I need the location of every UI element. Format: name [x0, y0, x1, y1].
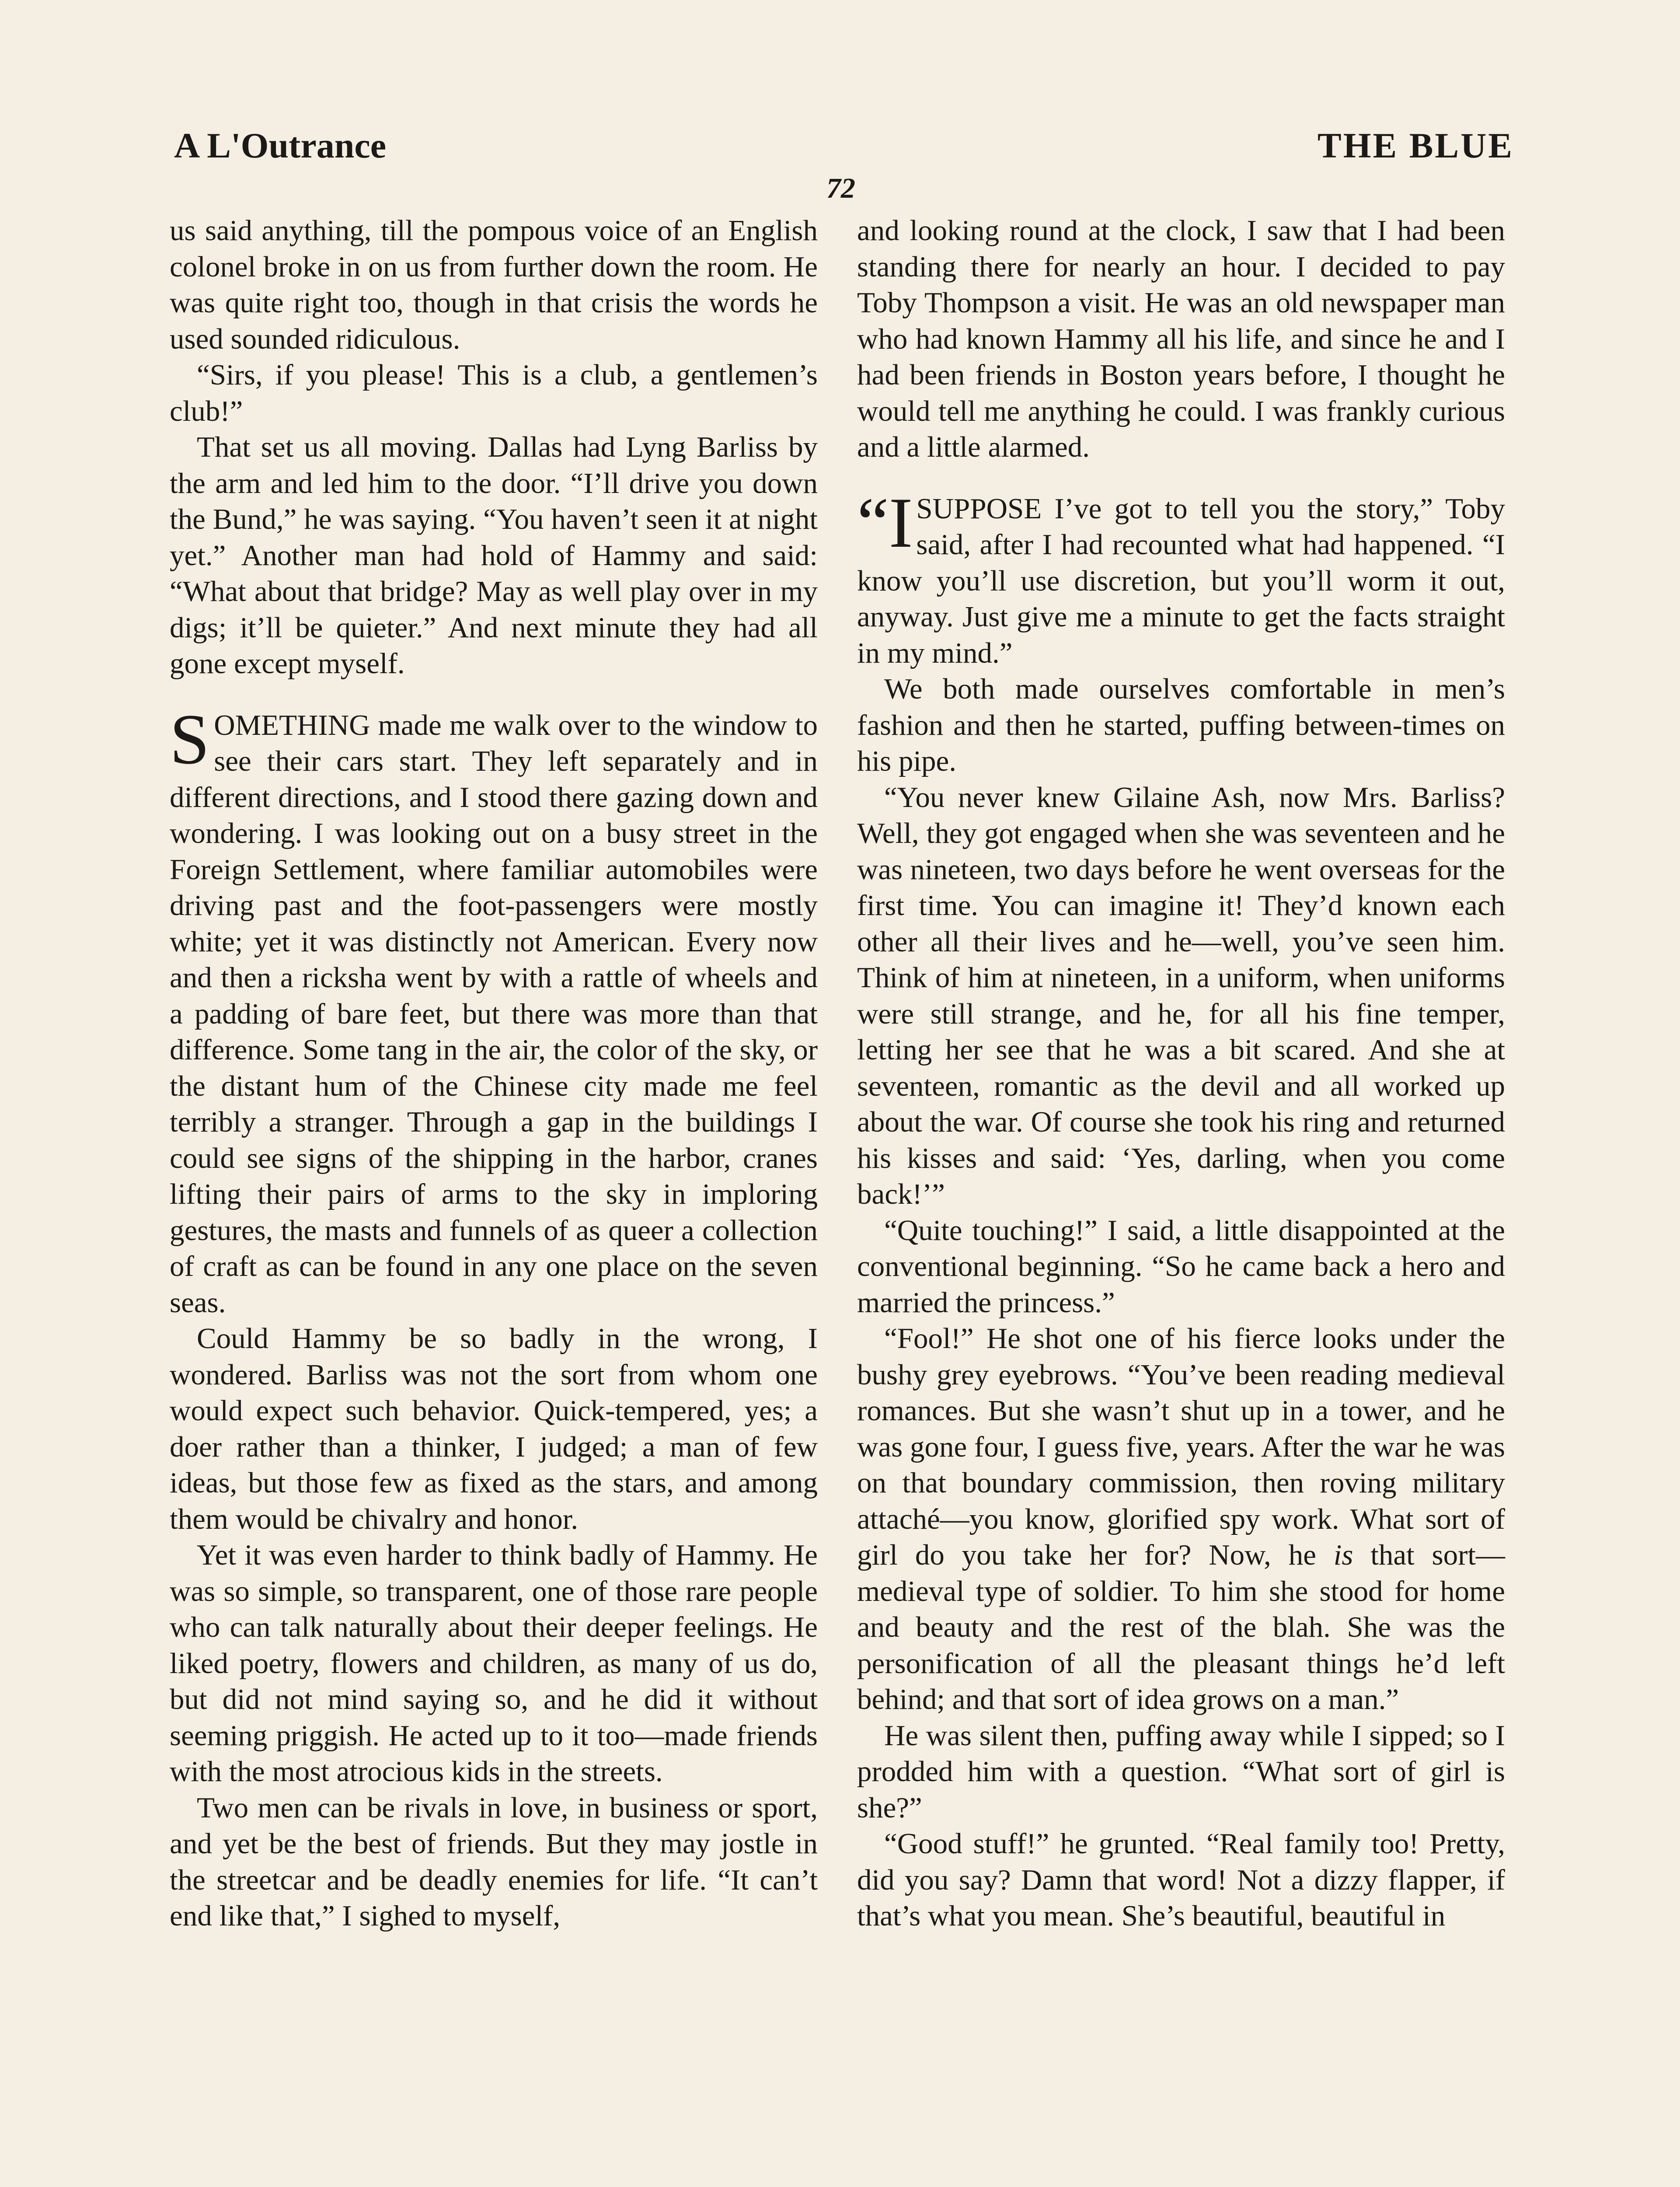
paragraph-text: made me walk over to the window to see their cars start. They left separately and in different directions, and I stood there gazing down and wondering. I was looking out on a busy street in the Foreign Settlement, where familiar automobiles were driving past and the foot-passengers were mostly white; yet it was distinctly not American. Every now and then a ricksha went by with a rattle of wheels and a padding of bare feet, but there was more than that difference. Some tang in the air, the color of the sky, or the distant hum of the Chinese city made me feel terribly a stranger. Through a gap in the buildings I could see signs of the shipping in the harbor, cranes lifting their pairs of arms to the sky in imploring gestures, the masts and funnels of as queer a collection of craft as can be found in any one place on the seven seas. [170, 709, 818, 1319]
paragraph: us said anything, till the pompous voice of an English colonel broke in on us from further down the room. He was quite right too, though in that crisis the words he used sounded ridiculous. [170, 214, 818, 355]
drop-cap: S [170, 699, 210, 779]
small-caps-lead: SUPPOSE [916, 492, 1042, 525]
paragraph: “Good stuff!” he grunted. “Real family too! Pretty, did you say? Damn that word! Not a dizzy flapper, if that’s what you mean. She’s beautiful, beautiful in [857, 1827, 1505, 1932]
small-caps-lead: OMETHING [214, 709, 370, 741]
left-column [170, 213, 818, 1934]
paragraph-text: I’ve got to tell you the story,” Toby said, after I had recounted what had happened. “I know you’ll use discretion, but you’ll worm it out, anyway. Just give me a minute to get the facts straight in my mind.” [857, 492, 1505, 669]
paragraph: Two men can be rivals in love, in business or sport, and yet be the best of friends. But they may jostle in the streetcar and be deadly enemies for life. “It can’t end like that,” I sighed to myself, [170, 1791, 818, 1932]
paragraph-text: that sort—medieval type of soldier. To him she stood for home and beauty and the rest of the blah. She was the personification of all the pleasant things he’d left behind; and that sort of idea grows on a man.” [857, 1539, 1505, 1715]
paragraph: Yet it was even harder to think badly of Hammy. He was so simple, so transparent, one of those rare people who can talk naturally about their deeper feelings. He liked poetry, flowers and children, as many of us do, but did not mind saying so, and he did it without seeming priggish. He acted up to it too—made friends with the most atrocious kids in the streets. [170, 1539, 818, 1788]
right-column [857, 213, 1505, 1934]
paragraph: “Sirs, if you please! This is a club, a gentlemen’s club!” [170, 359, 818, 427]
paragraph: “Quite touching!” I said, a little disappointed at the conventional beginning. “So he came back a hero and married the princess.” [857, 1214, 1505, 1319]
section-opening-paragraph [170, 699, 818, 1321]
magazine-name: THE BLUE [1318, 126, 1514, 165]
section-opening-paragraph [857, 483, 1505, 671]
paragraph-text: “Fool!” He shot one of his fierce looks under the bushy grey eyebrows. “You’ve been reading medieval romances. But she wasn’t shut up in a tower, and he was gone four, I guess five, years. After the war he was on that boundary commission, then roving military attaché—you know, glorified spy work. What sort of girl do you take her for? Now, he [857, 1322, 1505, 1571]
italic-word: is [1333, 1539, 1353, 1571]
drop-cap: “I [857, 483, 913, 562]
paragraph: and looking round at the clock, I saw that I had been standing there for nearly an hour. I decided to pay Toby Thompson a visit. He was an old newspaper man who had known Hammy all his life, and since he and I had been friends in Boston years before, I thought he would tell me anything he could. I was frankly curious and a little alarmed. [857, 214, 1505, 463]
paragraph: We both made ourselves comfortable in men’s fashion and then he started, puffing between-times on his pipe. [857, 673, 1505, 777]
page-number: 72 [826, 172, 855, 204]
story-title: A L'Outrance [174, 126, 387, 165]
paragraph: “You never knew Gilaine Ash, now Mrs. Barliss? Well, they got engaged when she was seventeen and he was nineteen, two days before he went overseas for the first time. You can imagine it! They’d known each other all their lives and he—well, you’ve seen him. Think of him at nineteen, in a uniform, when uniforms were still strange, and he, for all his fine temper, letting her see that he was a bit scared. And she at seventeen, romantic as the devil and all worked up about the war. Of course she took his ring and returned his kisses and said: ‘Yes, darling, when you come back!’” [857, 781, 1505, 1210]
paragraph: He was silent then, puffing away while I sipped; so I prodded him with a question. “What sort of girl is she?” [857, 1719, 1505, 1824]
paragraph: Could Hammy be so badly in the wrong, I wondered. Barliss was not the sort from whom one would expect such behavior. Quick-tempered, yes; a doer rather than a thinker, I judged; a man of few ideas, but those few as fixed as the stars, and among them would be chivalry and honor. [170, 1322, 818, 1535]
paragraph [857, 1321, 1505, 1718]
paragraph: That set us all moving. Dallas had Lyng Barliss by the arm and led him to the door. “I’ll drive you down the Bund,” he was saying. “You haven’t seen it at night yet.” Another man had hold of Hammy and said: “What about that bridge? May as well play over in my digs; it’ll be quieter.” And next minute they had all gone except myself. [170, 431, 818, 680]
